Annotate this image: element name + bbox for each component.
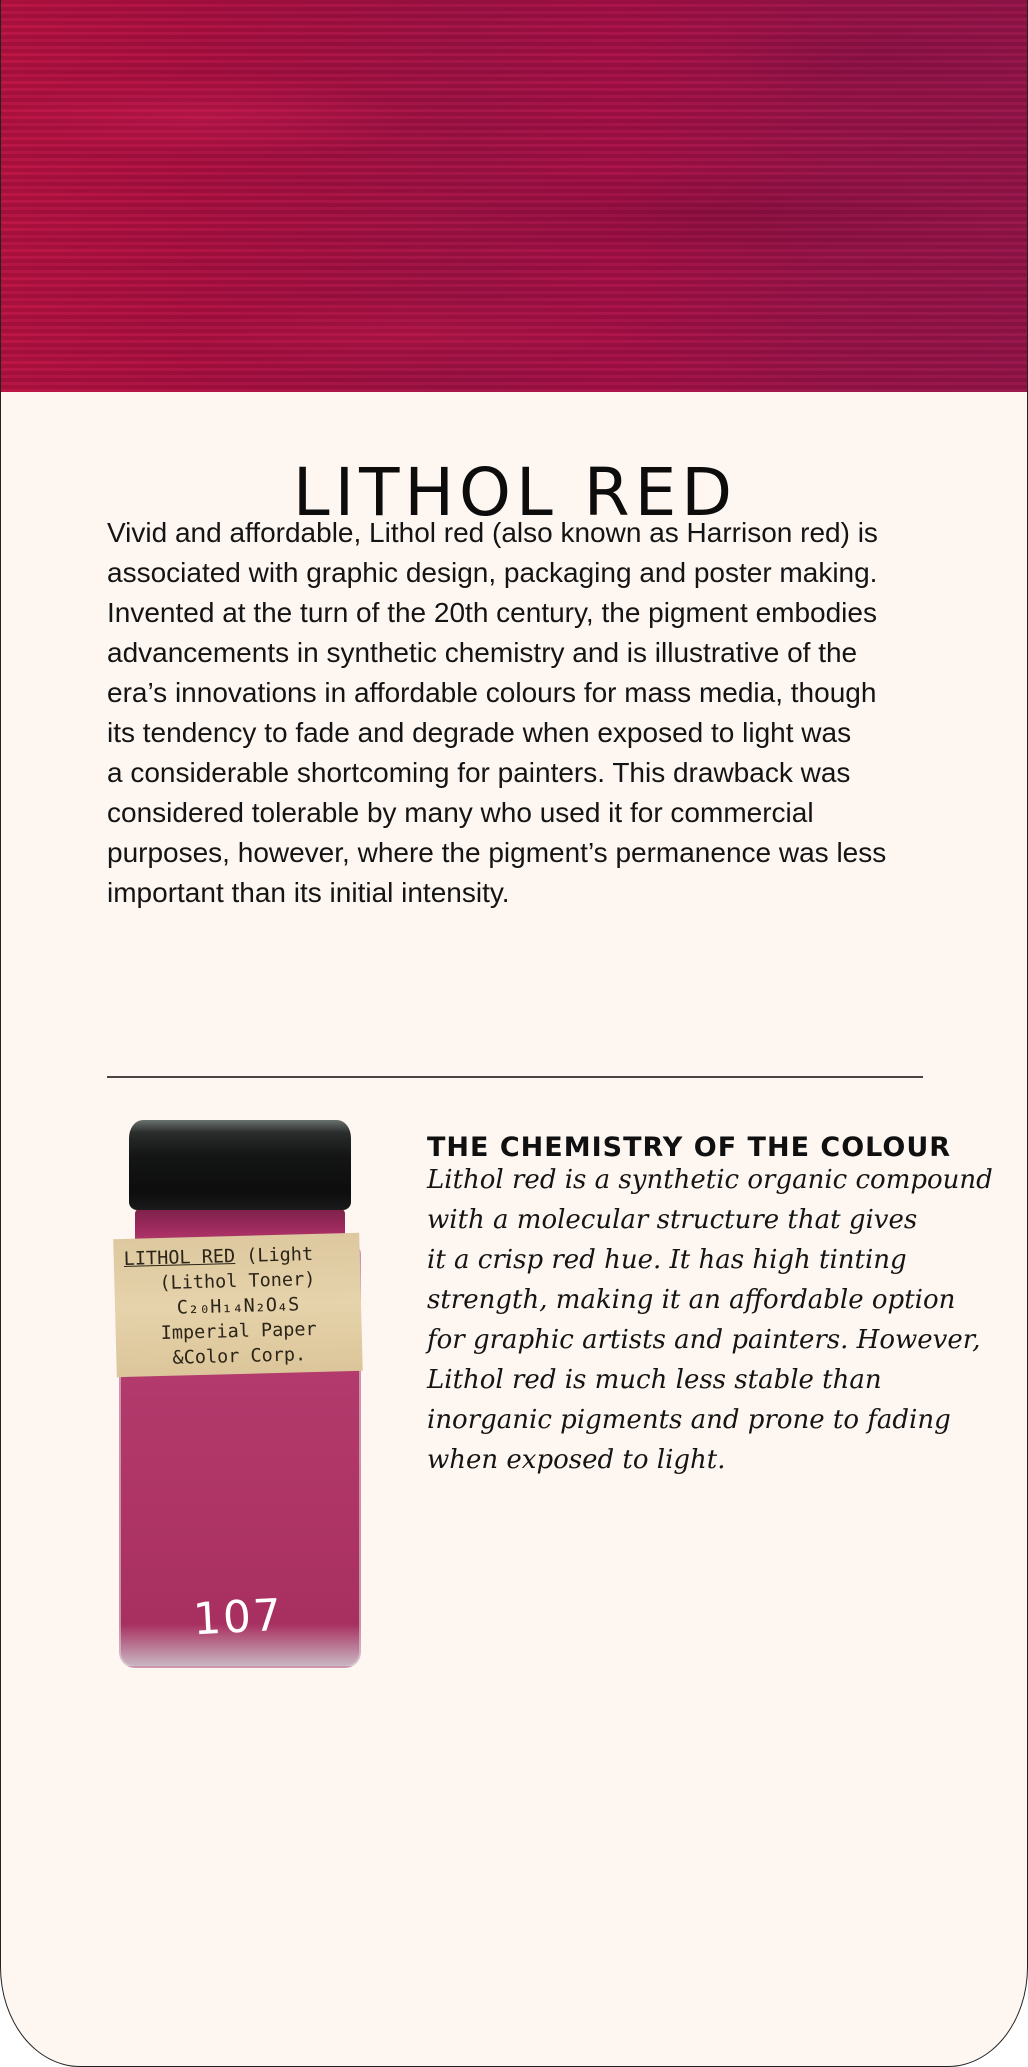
intro-line: Invented at the turn of the 20th century, the pigment embodies: [107, 597, 877, 628]
intro-line: era’s innovations in affordable colours for mass media, though: [107, 677, 877, 708]
page-title: LITHOL RED: [292, 454, 738, 532]
jar-label-maker-2: &Color Corp.: [172, 1344, 307, 1369]
intro-paragraph: [107, 513, 937, 913]
jar-label-formula: C₂₀H₁₄N₂O₄S: [176, 1294, 300, 1319]
intro-line: Vivid and affordable, Lithol red (also known as Harrison red) is: [107, 517, 878, 548]
chemistry-line: when exposed to light.: [427, 1445, 726, 1475]
chemistry-line: with a molecular structure that gives: [427, 1205, 918, 1235]
jar-label-maker: Imperial Paper: [160, 1318, 317, 1345]
chemistry-line: Lithol red is a synthetic organic compound: [427, 1165, 993, 1195]
chemistry-line: for graphic artists and painters. However,: [427, 1325, 981, 1355]
chemistry-paragraph: [427, 1160, 993, 1480]
intro-line: its tendency to fade and degrade when exposed to light was: [107, 717, 852, 748]
jar-label-toner: (Lithol Toner): [159, 1268, 316, 1295]
intro-line: purposes, however, where the pigment’s permanence was less: [107, 837, 887, 868]
jar-number: 107: [191, 1589, 285, 1646]
chemistry-line: it a crisp red hue. It has high tinting: [427, 1245, 907, 1275]
intro-line: important than its initial intensity.: [107, 877, 510, 908]
intro-line: a considerable shortcoming for painters. This drawback was: [107, 757, 851, 788]
chemistry-line: Lithol red is much less stable than: [427, 1365, 882, 1395]
jar-cap: [129, 1120, 351, 1210]
jar-label-name: LITHOL RED: [123, 1246, 236, 1270]
intro-line: considered tolerable by many who used it for commercial: [107, 797, 814, 828]
section-divider: [107, 1076, 923, 1078]
pigment-jar-image: [115, 1114, 363, 1674]
chemistry-line: strength, making it an affordable option: [427, 1285, 956, 1315]
intro-line: advancements in synthetic chemistry and is illustrative of the: [107, 637, 858, 668]
intro-line: associated with graphic design, packaging and poster making.: [107, 557, 878, 588]
pigment-swatch-image: [1, 0, 1028, 392]
chemistry-line: inorganic pigments and prone to fading: [427, 1405, 951, 1435]
jar-label: [113, 1233, 363, 1377]
chemistry-heading: THE CHEMISTRY OF THE COLOUR: [427, 1132, 952, 1164]
jar-label-variant: (Light: [234, 1244, 314, 1268]
